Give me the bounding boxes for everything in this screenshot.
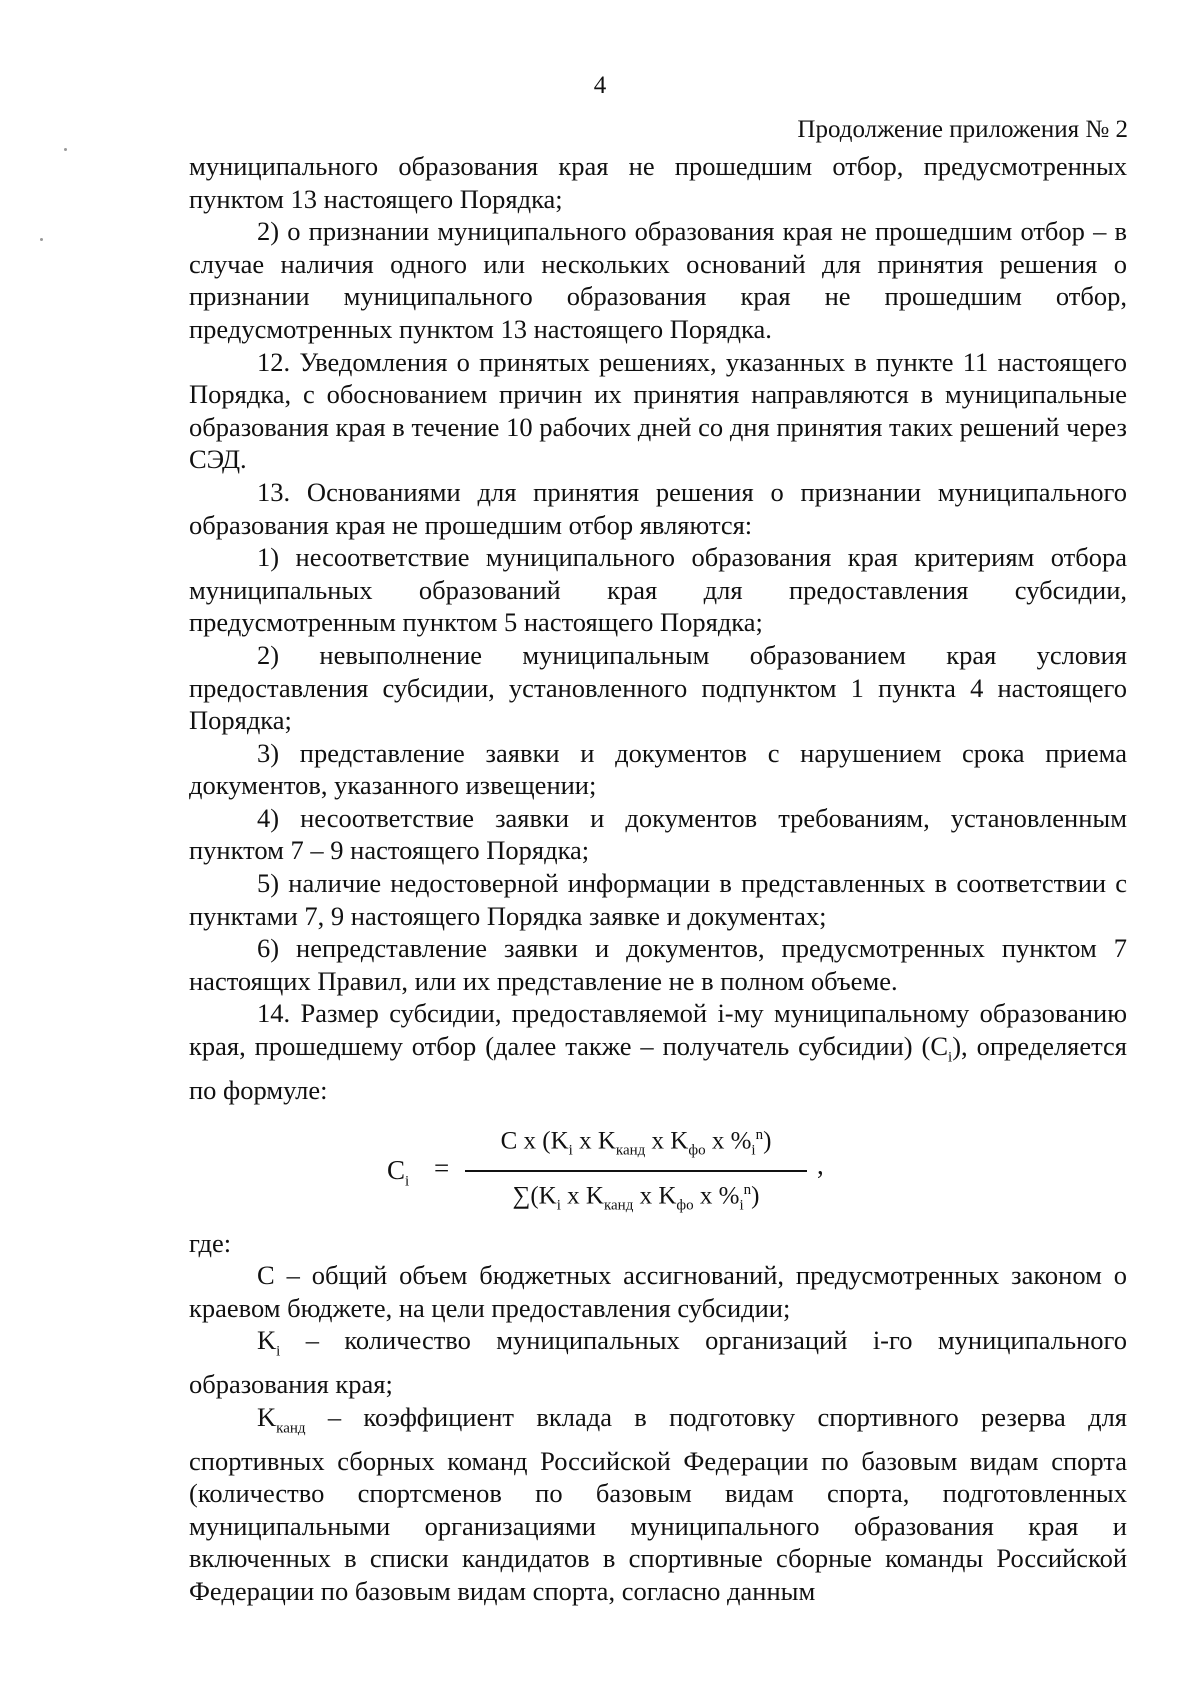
formula-equals: =	[434, 1152, 450, 1183]
body-text	[189, 150, 1127, 1608]
appendix-note: Продолжение приложения № 2	[797, 116, 1128, 143]
paragraph: 12. Уведомления о принятых решениях, указанных в пункте 11 настоящего Порядка, с обоснованием причин их принятия направляются в муниципальные образования края в течение 10 рабочих дней со дня принятия таких решений через СЭД.	[189, 346, 1127, 475]
formula-comma: ,	[817, 1149, 824, 1180]
page-number: 4	[593, 72, 607, 99]
scan-speck	[64, 148, 67, 151]
paragraph: 2) о признании муниципального образования края не прошедшим отбор – в случае наличия одного или нескольких оснований для принятия решения о признании муниципального образования края не прошедшим отбор, предусмотренных пунктом 13 настоящего Порядка.	[189, 216, 1127, 344]
list-item: 2) невыполнение муниципальным образованием края условия предоставления субсидии, установленного подпунктом 1 пункта 4 настоящего Порядка;	[189, 639, 1127, 736]
formula-numerator: C x ($K_i$ x $K_{канд}$ x $K_{фо}$ x $\%_i^n$)	[500, 1126, 772, 1158]
paragraph: муниципального образования края не прошедшим отбор, предусмотренных пунктом 13 настоящего Порядка;	[189, 151, 1127, 214]
formula-denominator: $\sum(K_i$ x $K_{канд}$ x $K_{фо}$ x $\%_i^n$)	[512, 1182, 760, 1214]
list-item: 4) несоответствие заявки и документов требованиям, установленным пунктом 7 – 9 настоящего Порядка;	[189, 802, 1127, 866]
formula-fraction	[461, 1119, 811, 1223]
definition-item: $K_{канд}$ – коэффициент вклада в подготовку спортивного резерва для спортивных сборных команд Российской Федерации по базовым видам спорта (количество спортсменов по базовым видам спорта, подготовленных муниципальными организациями муниципального образования края и включенных в списки кандидатов в спортивные сборные команды Российской Федерации по базовым видам спорта, согласно данным	[189, 1401, 1127, 1607]
definition-item: С – общий объем бюджетных ассигнований, предусмотренных законом о краевом бюджете, на цели предоставления субсидии;	[189, 1260, 1127, 1323]
definition-intro: где:	[189, 1227, 232, 1258]
paragraph	[189, 997, 1127, 1106]
formula-lhs: $C_i$	[387, 1154, 410, 1189]
formula	[189, 1119, 1127, 1227]
list-item: 6) непредставление заявки и документов, предусмотренных пунктом 7 настоящих Правил, или их представление не в полном объеме.	[189, 933, 1127, 996]
definition-item: $K_i$ – количество муниципальных организаций i-го муниципального образования края;	[189, 1325, 1127, 1400]
paragraph-tail: $(C_i)$, определяется по формуле:	[189, 1031, 1127, 1105]
paragraph-text: 14. Размер субсидии, предоставляемой i-му муниципальному образованию края, прошедшему отбор (далее также – получатель субсидии)	[189, 998, 1127, 1062]
list-item: 3) представление заявки и документов с нарушением срока приема документов, указанного извещении;	[189, 737, 1127, 801]
paragraph: 13. Основаниями для принятия решения о признании муниципального образования края не прошедшим отбор являются:	[189, 476, 1127, 540]
list-item: 1) несоответствие муниципального образования края критериям отбора муниципальных образований края для предоставления субсидии, предусмотренным пунктом 5 настоящего Порядка;	[189, 542, 1127, 638]
list-item: 5) наличие недостоверной информации в представленных в соответствии с пунктами 7, 9 настоящего Порядка заявке и документах;	[189, 868, 1127, 931]
scan-speck	[40, 238, 43, 241]
